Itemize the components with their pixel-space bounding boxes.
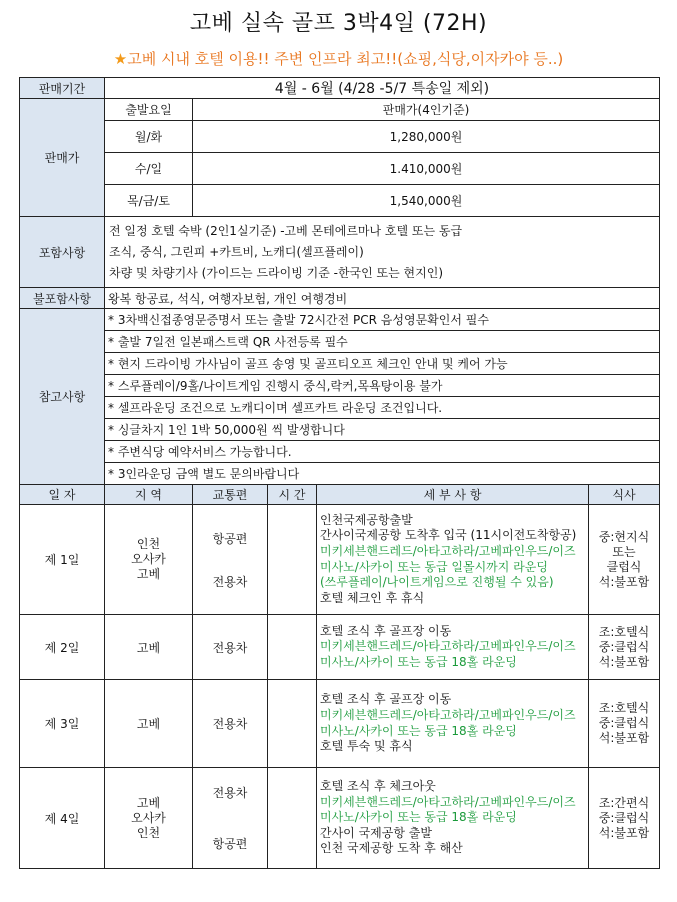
transport-mode: 전용차 [212, 574, 248, 589]
note-item: * 스루플레이/9홀/나이트게임 진행시 중식,락커,목욕탕이용 불가 [105, 375, 660, 397]
itin-header-region: 지 역 [105, 485, 193, 505]
includes-line: 차량 및 차량기사 (가이드는 드라이빙 기준 -한국인 또는 현지인) [109, 265, 444, 280]
meal-line: 중:클럽식 [598, 716, 650, 730]
note-item: * 3차백신접종영문증명서 또는 출발 72시간전 PCR 음성영문확인서 필수 [105, 309, 660, 331]
price-col-price: 판매가(4인기준) [193, 99, 660, 121]
itin-time [268, 505, 317, 615]
includes-line: 전 일정 호텔 숙박 (2인1실기준) -고베 몬테에르마나 호텔 또는 동급 [109, 223, 463, 238]
price-day: 수/일 [105, 153, 193, 185]
note-item: * 주변식당 예약서비스 가능합니다. [105, 441, 660, 463]
itin-region [105, 505, 193, 615]
region-name: 오사카 [131, 552, 166, 566]
note-item: * 셀프라운딩 조건으로 노캐디이며 셀프카트 라운딩 조건입니다. [105, 397, 660, 419]
itin-time [268, 680, 317, 768]
subtitle-banner [0, 48, 677, 69]
itin-header-meal: 식사 [589, 485, 660, 505]
itin-day: 제 1일 [20, 505, 105, 615]
price-label: 판매가 [20, 99, 105, 217]
page-title: 고베 실속 골프 3박4일 (72H) [189, 11, 488, 36]
detail-line-green: 미키세븐핸드레드/아타고하라/고베파인우드/이즈미사노/사카이 또는 동급 18홀 라운딩 [320, 707, 576, 738]
price-value: 1,280,000원 [193, 121, 660, 153]
itin-day: 제 3일 [20, 680, 105, 768]
itin-region [105, 768, 193, 869]
sale-period-value: 4월 - 6월 (4/28 -5/7 특송일 제외) [105, 78, 660, 99]
note-item: * 싱글차지 1인 1박 50,000원 씩 발생합니다 [105, 419, 660, 441]
itin-time [268, 768, 317, 869]
meal-line: 또는 [612, 544, 636, 559]
price-row [20, 185, 660, 217]
meal-line: 중:클럽식 [598, 810, 650, 825]
detail-line-green: 미키세븐핸드레드/아타고하라/고베파인우드/이즈미사노/사카이 또는 동급 일몰시까지 라운딩 [320, 543, 576, 574]
detail-line-green: 미키세븐핸드레드/아타고하라/고베파인우드/이즈미사노/사카이 또는 동급 18홀 라운딩 [320, 794, 576, 825]
includes-list [105, 217, 660, 288]
notes-label: 참고사항 [20, 309, 105, 485]
detail-line: 인천국제공항출발 [320, 512, 413, 527]
meal-line: 중:클럽식 [598, 639, 650, 654]
star-icon: ★ [113, 50, 128, 68]
detail-line: 호텔 조식 후 골프장 이동 [320, 623, 452, 638]
itin-header-time: 시 간 [268, 485, 317, 505]
itin-detail [317, 505, 589, 615]
product-table [19, 77, 660, 869]
note-item: * 현지 드라이빙 가사님이 골프 송영 및 골프티오프 체크인 안내 및 케어 가능 [105, 353, 660, 375]
meal-line: 석:불포함 [598, 654, 650, 669]
itin-transport [193, 505, 268, 615]
itin-day: 제 4일 [20, 768, 105, 869]
itin-region: 고베 [105, 615, 193, 680]
transport-mode: 전용차 [212, 786, 248, 800]
region-name: 오사카 [131, 810, 166, 825]
meal-line: 클럽식 [606, 559, 642, 574]
itin-transport: 전용차 [193, 615, 268, 680]
transport-mode: 항공편 [212, 837, 248, 851]
price-value: 1,540,000원 [193, 185, 660, 217]
itin-meal [589, 615, 660, 680]
price-row [20, 121, 660, 153]
itinerary-row [20, 680, 660, 768]
itin-meal [589, 680, 660, 768]
itin-meal [589, 768, 660, 869]
region-name: 인천 [136, 825, 161, 840]
itin-header-detail: 세 부 사 항 [317, 485, 589, 505]
price-day: 목/금/토 [105, 185, 193, 217]
region-name: 고베 [136, 567, 161, 581]
itin-time [268, 615, 317, 680]
detail-line: 호텔 투숙 및 휴식 [320, 739, 413, 754]
includes-line: 조식, 중식, 그린피 +카트비, 노캐디(셀프플레이) [109, 244, 364, 259]
excludes-value: 왕복 항공료, 석식, 여행자보험, 개인 여행경비 [105, 288, 660, 309]
detail-line: 간사이국제공항 도착후 입국 (11시이전도착항공) [320, 528, 577, 543]
detail-line-green: 미키세븐핸드레드/아타고하라/고베파인우드/이즈미사노/사카이 또는 동급 18홀 라운딩 [320, 639, 576, 669]
itin-header-transport: 교통편 [193, 485, 268, 505]
detail-line-green: (쓰루플레이/나이트게임으로 진행될 수 있음) [320, 575, 554, 590]
note-item: * 3인라운딩 금액 별도 문의바랍니다 [105, 463, 660, 485]
detail-line: 호텔 체크인 후 휴식 [320, 590, 425, 605]
subtitle-text: 고베 시내 호텔 이용!! 주변 인프라 최고!!(쇼핑,식당,이자카야 등..) [127, 50, 564, 68]
itin-transport: 전용차 [193, 680, 268, 768]
itin-transport [193, 768, 268, 869]
itin-detail [317, 680, 589, 768]
meal-line: 중:현지식 [598, 529, 650, 544]
meal-line: 석:불포함 [598, 574, 650, 589]
itinerary-row [20, 505, 660, 615]
excludes-label: 불포함사항 [20, 288, 105, 309]
itinerary-row [20, 615, 660, 680]
price-col-day: 출발요일 [105, 99, 193, 121]
region-name: 인천 [136, 537, 161, 551]
meal-line: 조:간편식 [598, 795, 650, 810]
itin-meal [589, 505, 660, 615]
itin-header-day: 일 자 [20, 485, 105, 505]
meal-line: 석:불포함 [598, 731, 650, 745]
region-name: 고베 [136, 795, 161, 810]
itin-region: 고베 [105, 680, 193, 768]
detail-line: 호텔 조식 후 체크아웃 [320, 779, 436, 794]
transport-mode: 항공편 [212, 531, 248, 546]
note-item: * 출발 7일전 일본패스트랙 QR 사전등록 필수 [105, 331, 660, 353]
detail-line: 인천 국제공항 도착 후 해산 [320, 841, 463, 856]
price-row [20, 153, 660, 185]
includes-label: 포함사항 [20, 217, 105, 288]
sale-period-label: 판매기간 [20, 78, 105, 99]
itin-detail [317, 768, 589, 869]
price-day: 월/화 [105, 121, 193, 153]
detail-line: 호텔 조식 후 골프장 이동 [320, 692, 452, 707]
meal-line: 석:불포함 [598, 825, 650, 840]
price-value: 1.410,000원 [193, 153, 660, 185]
detail-line: 간사이 국제공항 출발 [320, 825, 432, 840]
meal-line: 조:호텔식 [598, 701, 650, 715]
itin-detail [317, 615, 589, 680]
itin-day: 제 2일 [20, 615, 105, 680]
itinerary-row [20, 768, 660, 869]
meal-line: 조:호텔식 [598, 624, 650, 639]
